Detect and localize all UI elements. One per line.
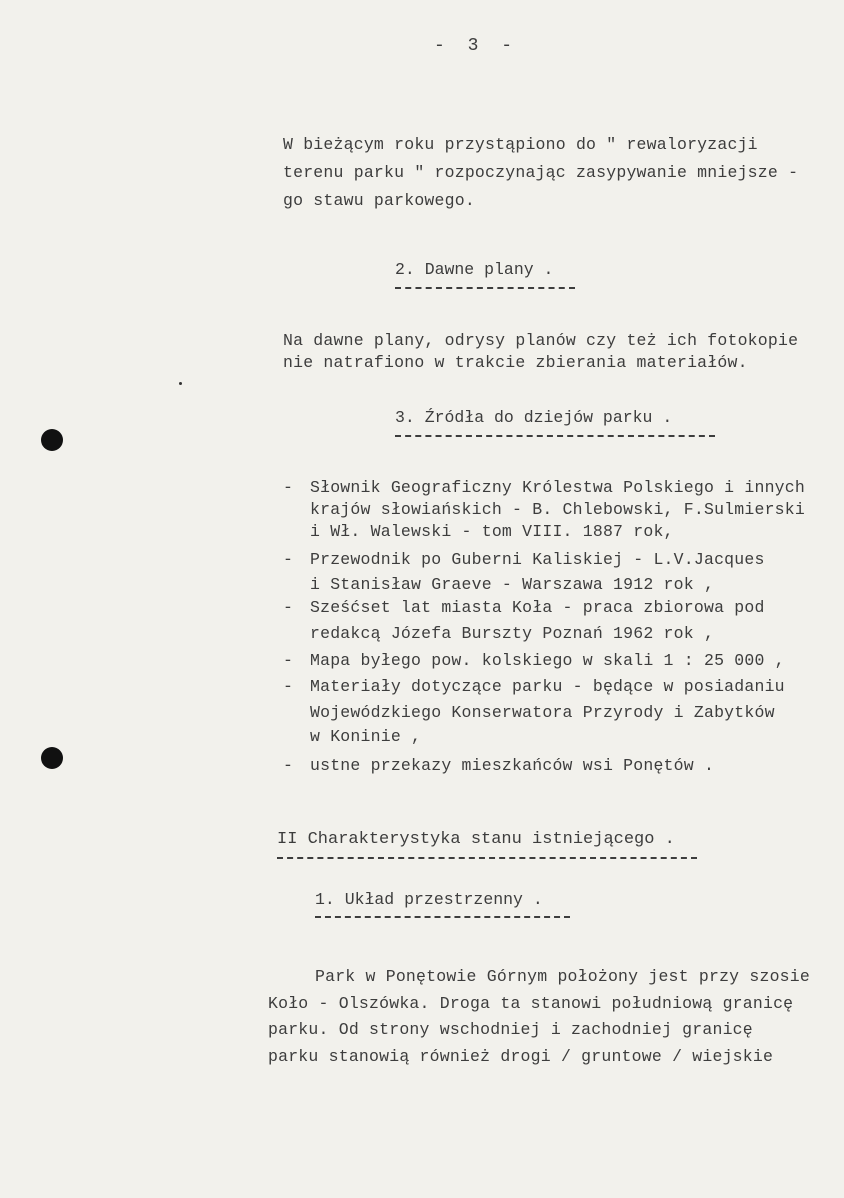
- section-1-heading-underline: [315, 916, 570, 918]
- section-1-line-3: parku. Od strony wschodniej i zachodniej granicę: [268, 1020, 753, 1039]
- source-4-line-1: Mapa byłego pow. kolskiego w skali 1 : 25 000 ,: [310, 651, 785, 670]
- source-2-line-2: i Stanisław Graeve - Warszawa 1912 rok ,: [310, 575, 715, 594]
- source-5-line-3: w Koninie ,: [310, 727, 422, 746]
- source-3-line-1: Sześćset lat miasta Koła - praca zbiorowa pod: [310, 598, 765, 617]
- source-1-dash: -: [283, 478, 294, 497]
- source-1-line-3: i Wł. Walewski - tom VIII. 1887 rok,: [310, 522, 674, 541]
- section-2-line-2: nie natrafiono w trakcie zbierania materiałów.: [283, 353, 748, 372]
- page-number: - 3 -: [434, 36, 519, 56]
- intro-line-3: go stawu parkowego.: [283, 191, 475, 210]
- punch-hole-bottom: [41, 747, 63, 769]
- section-1-line-2: Koło - Olszówka. Droga ta stanowi południową granicę: [268, 994, 794, 1013]
- source-1-line-1: Słownik Geograficzny Królestwa Polskiego i innych: [310, 478, 805, 497]
- section-1-heading: 1. Układ przestrzenny .: [315, 890, 543, 909]
- chapter-2-heading: II Charakterystyka stanu istniejącego .: [277, 830, 675, 849]
- source-5-line-1: Materiały dotyczące parku - będące w posiadaniu: [310, 677, 785, 696]
- source-6-line-1: ustne przekazy mieszkańców wsi Ponętów .: [310, 756, 715, 775]
- source-3-line-2: redakcą Józefa Burszty Poznań 1962 rok ,: [310, 624, 715, 643]
- section-1-line-4: parku stanowią również drogi / gruntowe / wiejskie: [268, 1047, 774, 1066]
- section-2-heading: 2. Dawne plany .: [395, 260, 554, 279]
- source-4-dash: -: [283, 651, 294, 670]
- source-6-dash: -: [283, 756, 294, 775]
- intro-line-2: terenu parku " rozpoczynając zasypywanie mniejsze -: [283, 163, 799, 182]
- section-1-line-1: Park w Ponętowie Górnym położony jest przy szosie: [315, 967, 810, 986]
- section-2-line-1: Na dawne plany, odrysy planów czy też ich fotokopie: [283, 331, 799, 350]
- section-3-heading-underline: [395, 435, 715, 437]
- source-1-line-2: krajów słowiańskich - B. Chlebowski, F.Sulmierski: [310, 500, 805, 519]
- section-2-heading-underline: [395, 287, 575, 289]
- source-2-line-1: Przewodnik po Guberni Kaliskiej - L.V.Jacques: [310, 550, 765, 569]
- section-3-heading: 3. Źródła do dziejów parku .: [395, 408, 673, 427]
- source-5-line-2: Wojewódzkiego Konserwatora Przyrody i Zabytków: [310, 703, 775, 722]
- chapter-2-heading-underline: [277, 857, 697, 859]
- source-3-dash: -: [283, 598, 294, 617]
- source-5-dash: -: [283, 677, 294, 696]
- ink-speck: [179, 382, 182, 385]
- intro-line-1: W bieżącym roku przystąpiono do " rewaloryzacji: [283, 135, 758, 154]
- punch-hole-top: [41, 429, 63, 451]
- source-2-dash: -: [283, 550, 294, 569]
